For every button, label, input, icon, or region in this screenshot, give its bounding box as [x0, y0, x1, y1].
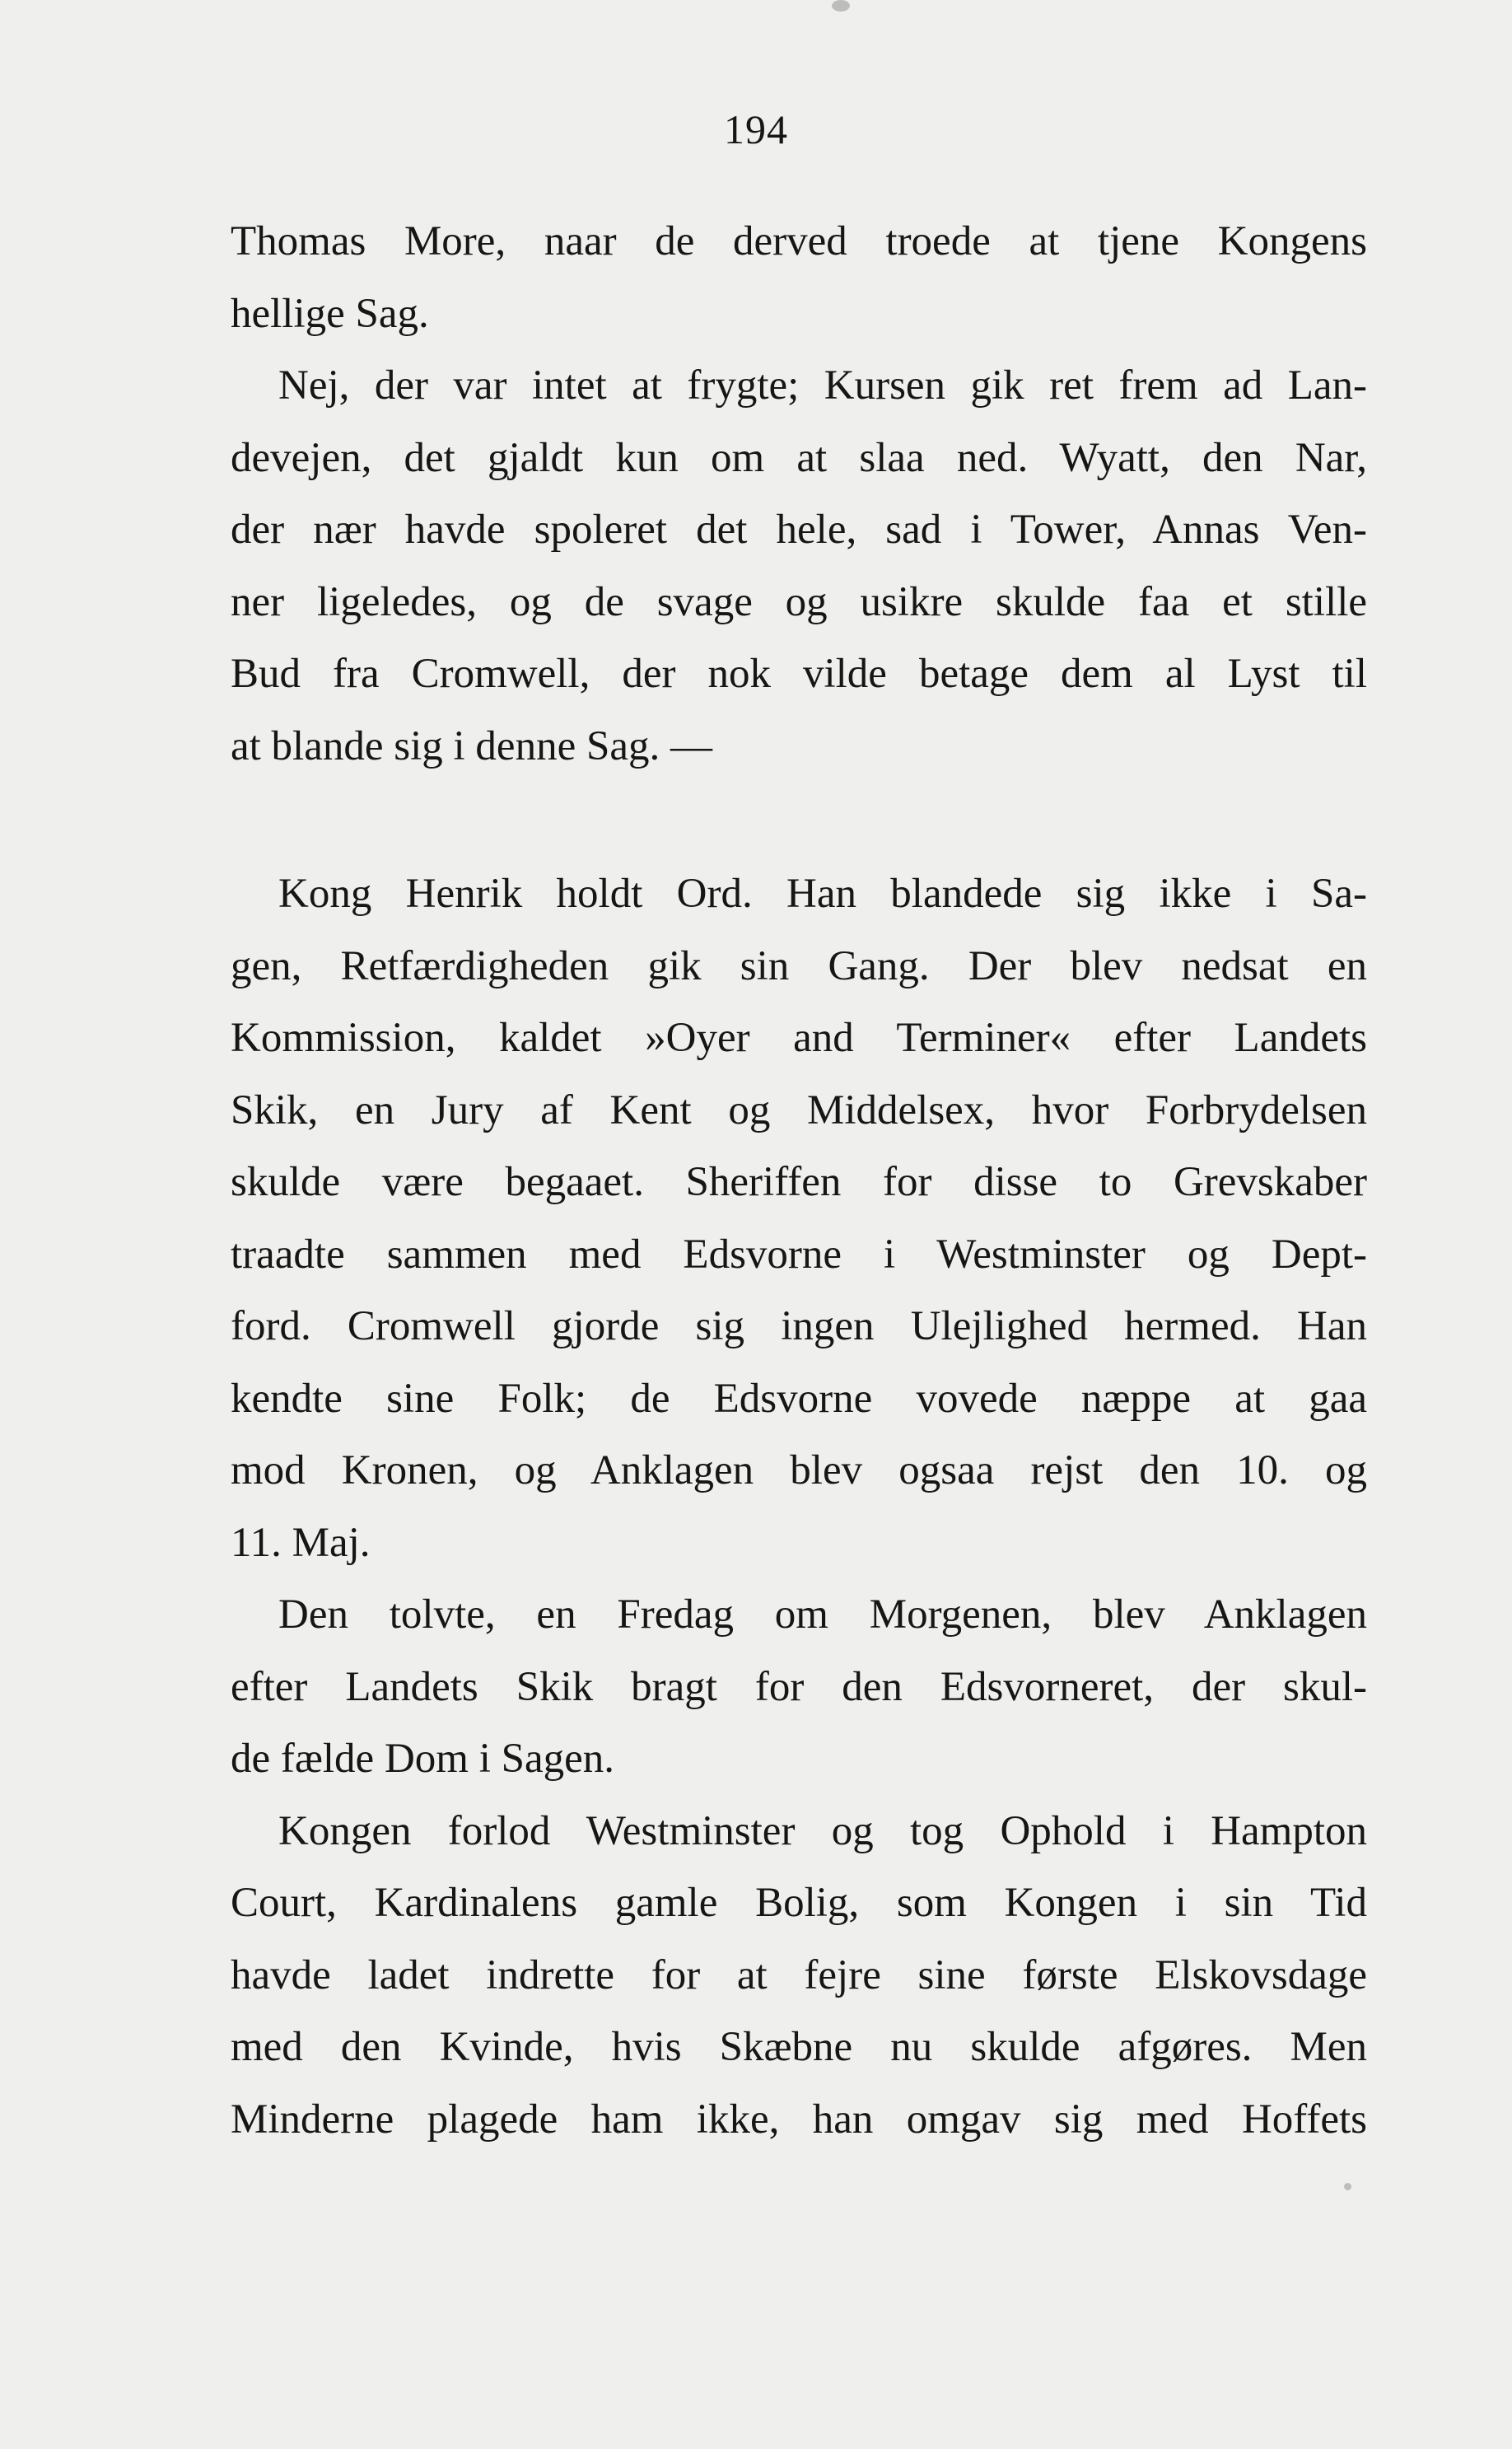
text-line: kendte sine Folk; de Edsvorne vovede næppe at gaa	[231, 1375, 1367, 1422]
text-line: efter Landets Skik bragt for den Edsvorneret, der skul-	[231, 1663, 1367, 1710]
text-line: ner ligeledes, og de svage og usikre skulde faa et stille	[231, 578, 1367, 625]
text-line: traadte sammen med Edsvorne i Westminster og Dept-	[231, 1231, 1367, 1278]
text-line: Court, Kardinalens gamle Bolig, som Kongen i sin Tid	[231, 1880, 1367, 1926]
text-line: skulde være begaaet. Sheriffen for disse to Grevskaber	[231, 1159, 1367, 1205]
text-line: Minderne plagede ham ikke, han omgav sig med Hoffets	[231, 2096, 1367, 2143]
text-line: Kong Henrik holdt Ord. Han blandede sig ikke i Sa-	[278, 871, 1367, 917]
text-line: Bud fra Cromwell, der nok vilde betage dem al Lyst til	[231, 651, 1367, 697]
text-block	[231, 206, 1367, 783]
text-line: Nej, der var intet at frygte; Kursen gik ret frem ad Lan-	[278, 362, 1367, 409]
text-line: Thomas More, naar de derved troede at tjene Kongens	[231, 218, 1367, 264]
paper-speck	[832, 0, 850, 12]
text-line: de fælde Dom i Sagen.	[231, 1736, 614, 1782]
text-line: Kommission, kaldet »Oyer and Terminer« efter Landets	[231, 1015, 1367, 1061]
paper-speck	[1344, 2183, 1351, 2190]
text-line: gen, Retfærdigheden gik sin Gang. Der blev nedsat en	[231, 942, 1367, 989]
text-line: havde ladet indrette for at fejre sine første Elskovsdage	[231, 1951, 1367, 1998]
text-line: Den tolvte, en Fredag om Morgenen, blev Anklagen	[278, 1591, 1367, 1638]
text-line: Skik, en Jury af Kent og Middelsex, hvor Forbrydelsen	[231, 1087, 1367, 1133]
text-line: med den Kvinde, hvis Skæbne nu skulde afgøres. Men	[231, 2024, 1367, 2070]
text-line: hellige Sag.	[231, 290, 429, 337]
text-line: 11. Maj.	[231, 1519, 371, 1566]
page-number: 194	[724, 106, 788, 152]
text-block	[231, 858, 1367, 2156]
text-line: at blande sig i denne Sag. —	[231, 722, 712, 769]
text-line: der nær havde spoleret det hele, sad i Tower, Annas Ven-	[231, 507, 1367, 553]
text-line: Kongen forlod Westminster og tog Ophold i Hampton	[278, 1807, 1367, 1854]
text-line: ford. Cromwell gjorde sig ingen Ulejlighed hermed. Han	[231, 1303, 1367, 1349]
text-line: devejen, det gjaldt kun om at slaa ned. Wyatt, den Nar,	[231, 434, 1367, 481]
text-line: mod Kronen, og Anklagen blev ogsaa rejst den 10. og	[231, 1447, 1367, 1493]
